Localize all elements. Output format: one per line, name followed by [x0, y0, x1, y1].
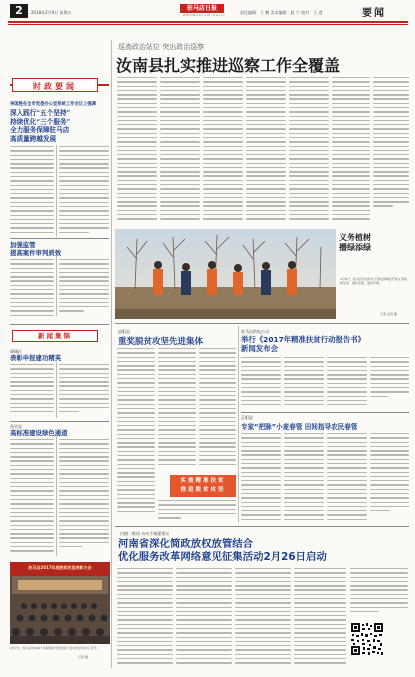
body-text: [370, 433, 409, 511]
article-kicker: 驿城区: [10, 349, 22, 354]
photo-headline: [339, 232, 409, 252]
body-text: [373, 77, 409, 207]
photo-credit: 记者 摄: [78, 655, 88, 659]
column-divider: [56, 362, 57, 418]
qr-code[interactable]: [350, 622, 384, 656]
body-text-column: [10, 439, 54, 557]
section-rule: [10, 421, 109, 422]
article-kicker: 正阳县: [241, 415, 253, 420]
body-text: [370, 357, 409, 397]
body-text: [59, 364, 109, 412]
body-text: [327, 357, 367, 405]
body-text: [241, 357, 281, 405]
headline-line: 持续优化“三个服务”: [10, 117, 71, 126]
qr-code-icon: [350, 622, 384, 656]
body-text-column: [373, 77, 409, 227]
headline-line: 全力服务保障驻马店: [10, 126, 70, 135]
body-text: [350, 568, 408, 612]
headline-line: 提高案件审判质效: [10, 249, 62, 257]
body-text: [10, 259, 54, 316]
body-text: [117, 348, 155, 512]
headline-line: 河南省深化简政放权放管结合: [118, 538, 254, 550]
article-headline: [10, 109, 110, 143]
slogan-line: 实施精准扶贫: [180, 478, 226, 484]
body-text-column: [59, 259, 109, 319]
section-rule: [115, 323, 409, 324]
page-number: 2: [10, 4, 28, 18]
lead-story-headline: 汝南县扎实推进巡察工作全覆盖: [116, 56, 341, 75]
article-kicker: 李国胜在全市党委办公室系统工作会议上强调: [10, 102, 96, 107]
article-headline: 高标准建设绿色通道: [10, 429, 68, 437]
body-text: [241, 433, 281, 520]
body-text: [294, 568, 346, 664]
body-text-column: [241, 433, 281, 523]
body-text-column: [59, 146, 109, 237]
body-text-column: [158, 500, 236, 522]
headline-line: 深入践行“五个坚持”: [10, 109, 71, 117]
headline-line: 加强监管: [10, 241, 36, 249]
photo-caption: 2月7日，驻马店市2017年度脱贫攻坚表彰大会在市会议中心召开。: [10, 646, 100, 650]
column-divider: [56, 250, 57, 316]
body-text-column: [246, 77, 286, 227]
headline-line: 新闻发布会: [241, 344, 278, 353]
news-roundup-banner: 新闻集锦: [12, 330, 98, 342]
article-headline: 重奖脱贫攻坚先进集体: [118, 337, 204, 347]
body-text: [158, 348, 196, 465]
slogan-line: 推进脱贫攻坚: [180, 487, 226, 493]
photo-banner-text: 驻马店2017年度脱贫攻坚表彰大会: [28, 565, 92, 570]
body-text-column: [284, 357, 324, 409]
article-kicker: 扫描二维码 动动手指提建议: [120, 531, 170, 536]
page-header: [0, 0, 415, 38]
body-text-column: [203, 77, 243, 227]
section-rule: [10, 238, 109, 239]
article-headline: 表彰申报建功精英: [10, 354, 62, 362]
headline-line: 高质量跨越发展: [10, 134, 57, 143]
body-text-column: [332, 77, 370, 227]
body-text: [176, 568, 232, 664]
body-text-column: [350, 568, 408, 618]
section-banner-label: 时政要闻: [15, 81, 95, 89]
body-text: [284, 357, 324, 405]
headline-line: 优化服务改革网络意见征集活动2月26日启动: [118, 550, 327, 563]
photo-credit: 记者 孟贺 摄: [380, 312, 397, 316]
body-text: [59, 259, 109, 312]
headline-line: 举行《2017年精准扶贫行动报告书》: [241, 335, 366, 344]
body-text-column: [284, 433, 324, 523]
photo-caption: 2月8日，驻马店市直机关干部在驿城区开展义务植树活动，绿化家园、美化环境。: [340, 277, 407, 285]
column-divider: [56, 436, 57, 556]
column-divider: [56, 145, 57, 237]
issue-date: 2018年2月9日 星期五: [31, 10, 72, 15]
header-rule: [8, 21, 408, 23]
section-title: 要闻: [362, 8, 386, 19]
body-text: [117, 77, 157, 220]
body-text-column: [158, 348, 196, 472]
slogan-box: [170, 475, 236, 497]
editor-credits: 责任编辑：王 鹤 美术编辑：赵 宁 校对：王 进: [240, 10, 323, 15]
body-text-column: [176, 568, 232, 668]
conference-photo-art: [10, 562, 110, 644]
body-text-column: [370, 433, 409, 523]
body-text-column: [117, 568, 173, 668]
body-text: [332, 77, 370, 220]
photo-headline-line: 播绿添绿: [339, 242, 371, 252]
body-text-column: [160, 77, 200, 227]
article-headline: [118, 538, 408, 563]
body-text: [158, 500, 236, 519]
lead-story-kicker: 巡查政治站位 突出政治巡察: [118, 43, 205, 51]
body-text-column: [235, 568, 291, 668]
body-text-column: [289, 77, 329, 227]
body-text-column: [117, 348, 155, 520]
article-headline: 专家“把脉”小麦春管 田间指导农民春管: [241, 423, 358, 431]
body-text-column: [10, 259, 54, 319]
body-text-column: [327, 357, 367, 409]
body-text: [327, 433, 367, 520]
section-rule: [241, 412, 409, 413]
article-headline: [241, 335, 411, 353]
body-text: [289, 77, 329, 220]
body-text: [160, 77, 200, 220]
body-text-column: [10, 146, 54, 237]
body-text-column: [117, 77, 157, 227]
tree-planting-photo: [115, 229, 336, 319]
body-text-column: [370, 357, 409, 409]
body-text-column: [327, 433, 367, 523]
body-text-column: [59, 439, 109, 557]
masthead-logo: 驻马店日报: [180, 4, 224, 13]
body-text-column: [241, 357, 281, 409]
article-kicker: 驻马店供电公司: [241, 329, 269, 334]
banner-bar-right: [97, 84, 109, 86]
body-text: [10, 146, 54, 233]
body-text: [59, 439, 109, 547]
section-rule: [115, 526, 409, 527]
body-text: [10, 439, 54, 552]
body-text: [284, 433, 324, 520]
column-divider: [111, 40, 112, 668]
body-text: [10, 364, 54, 412]
body-text: [117, 568, 173, 664]
body-text-column: [10, 364, 54, 418]
article-headline: [10, 241, 110, 257]
body-text: [59, 146, 109, 233]
body-text-column: [59, 364, 109, 418]
body-text: [199, 348, 236, 465]
masthead-subtitle: ZHUMADIAN DAILY: [183, 13, 226, 17]
tree-planting-photo-art: [115, 229, 336, 319]
article-kicker: 泌阳县: [118, 329, 130, 334]
body-text-column: [294, 568, 346, 668]
body-text: [203, 77, 243, 220]
column-divider: [238, 326, 239, 522]
body-text: [235, 568, 291, 664]
photo-headline-line: 义务植树: [339, 232, 371, 242]
body-text-column: [199, 348, 236, 472]
section-rule: [10, 324, 109, 325]
body-text: [246, 77, 286, 220]
header-rule-thin: [8, 24, 408, 25]
section-banner: [12, 78, 98, 92]
conference-photo: [10, 562, 110, 644]
article-kicker: 西平县: [10, 424, 22, 429]
